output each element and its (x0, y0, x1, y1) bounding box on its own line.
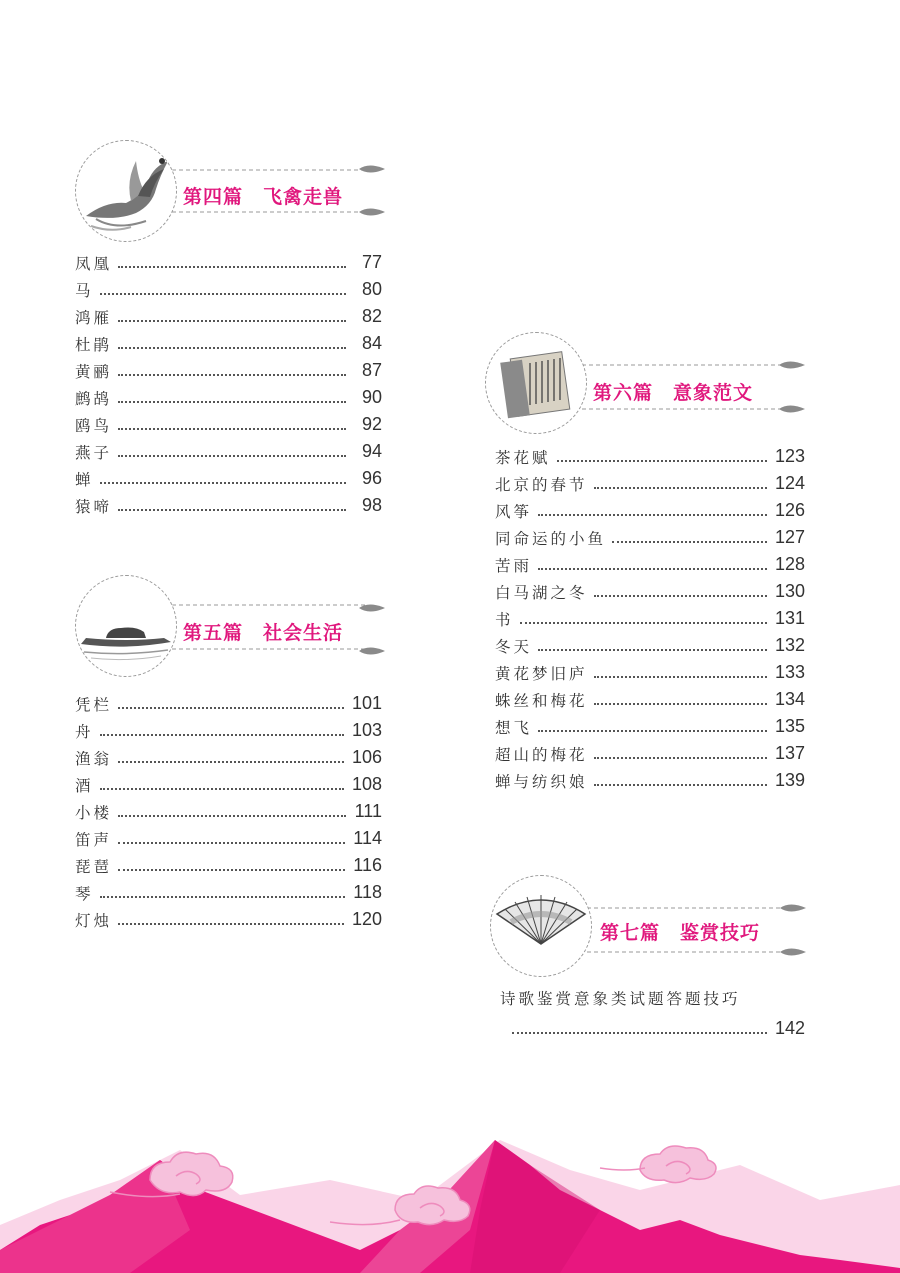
leader-dots (594, 485, 767, 489)
entry-page: 94 (361, 441, 382, 461)
entry-page: 84 (361, 333, 382, 353)
entry-label: 茶花赋 (495, 448, 551, 467)
entry-label: 诗歌鉴赏意象类试题答题技巧 (500, 990, 741, 1008)
entry-page: 132 (774, 635, 805, 655)
entry-label: 冬天 (495, 637, 533, 656)
section-4-header (75, 140, 385, 250)
entry-label: 凭栏 (75, 695, 113, 714)
toc-entry[interactable] (495, 605, 805, 632)
entry-page: 103 (351, 720, 382, 740)
toc-entry[interactable] (495, 470, 805, 497)
entry-label: 杜鹃 (75, 335, 113, 354)
toc-entry[interactable] (495, 767, 805, 794)
leader-dots (100, 480, 346, 484)
leader-dots (118, 264, 346, 268)
entry-page: 133 (774, 662, 805, 682)
entry-leader-row (512, 1015, 805, 1042)
toc-entry[interactable] (495, 659, 805, 686)
entry-page: 124 (774, 473, 805, 493)
toc-entry[interactable] (75, 879, 382, 906)
entry-label: 蝉 (75, 470, 94, 489)
leader-dots (118, 867, 345, 871)
scroll-book-illustration (485, 332, 587, 434)
section-6-header (485, 332, 795, 442)
leader-dots (557, 458, 767, 462)
toc-entry[interactable] (75, 303, 382, 330)
toc-entry[interactable] (498, 985, 805, 1045)
toc-entry[interactable] (75, 357, 382, 384)
toc-entry[interactable] (75, 852, 382, 879)
leader-dots (118, 372, 346, 376)
toc-entry[interactable] (75, 249, 382, 276)
toc-entry[interactable] (75, 384, 382, 411)
entry-page: 77 (361, 252, 382, 272)
toc-entry[interactable] (495, 551, 805, 578)
leader-dots (538, 647, 767, 651)
entry-page: 134 (774, 689, 805, 709)
entry-page: 118 (353, 882, 382, 902)
leader-dots (118, 921, 344, 925)
entry-page: 135 (774, 716, 805, 736)
leader-dots (118, 399, 346, 403)
entry-page: 142 (774, 1018, 805, 1038)
entry-label: 马 (75, 281, 94, 300)
entry-label: 燕子 (75, 443, 113, 462)
leader-dots (100, 894, 346, 898)
section-title: 第四篇 飞禽走兽 (183, 186, 344, 208)
section-title: 第六篇 意象范文 (593, 382, 754, 404)
leader-dots (118, 318, 346, 322)
section-5-header (75, 575, 385, 685)
leader-dots (118, 345, 346, 349)
entry-label: 书 (495, 610, 514, 629)
drop-ornament-icon (779, 358, 805, 372)
drop-ornament-icon (359, 601, 385, 615)
leader-dots (520, 620, 767, 624)
drop-ornament-icon (359, 644, 385, 658)
entry-page: 130 (774, 581, 805, 601)
entry-label: 笛声 (75, 830, 113, 849)
entry-label: 灯烛 (75, 911, 113, 930)
toc-entry[interactable] (75, 744, 382, 771)
toc-entry[interactable] (75, 492, 382, 519)
entry-page: 128 (774, 554, 805, 574)
phoenix-illustration (75, 140, 177, 242)
toc-entry[interactable] (75, 798, 382, 825)
toc-entry[interactable] (75, 438, 382, 465)
drop-ornament-icon (780, 945, 806, 959)
entry-page: 127 (774, 527, 805, 547)
entry-page: 106 (351, 747, 382, 767)
entry-page: 139 (774, 770, 805, 790)
leader-dots (118, 813, 346, 817)
entry-page: 82 (361, 306, 382, 326)
entry-page: 108 (351, 774, 382, 794)
drop-ornament-icon (359, 205, 385, 219)
toc-entry[interactable] (495, 686, 805, 713)
drop-ornament-icon (780, 901, 806, 915)
toc-entry[interactable] (495, 578, 805, 605)
entry-page: 101 (351, 693, 382, 713)
toc-entry[interactable] (75, 771, 382, 798)
toc-entry[interactable] (495, 740, 805, 767)
entry-page: 114 (353, 828, 382, 848)
entry-page: 123 (774, 446, 805, 466)
boat-illustration (75, 575, 177, 677)
leader-dots (100, 291, 346, 295)
section-title: 第五篇 社会生活 (183, 622, 344, 644)
entry-label: 苦雨 (495, 556, 533, 575)
toc-entry[interactable] (495, 497, 805, 524)
leader-dots (512, 1030, 767, 1034)
entry-label: 蝉与纺织娘 (495, 772, 588, 791)
toc-entry[interactable] (75, 276, 382, 303)
toc-entry[interactable] (75, 330, 382, 357)
leader-dots (538, 728, 767, 732)
folding-fan-illustration (490, 875, 592, 977)
toc-entry[interactable] (75, 906, 382, 933)
entry-label: 鸿雁 (75, 308, 113, 327)
leader-dots (594, 701, 767, 705)
pink-mountains-and-clouds (0, 1110, 900, 1273)
entry-label: 琴 (75, 884, 94, 903)
leader-dots (594, 674, 767, 678)
leader-dots (594, 755, 767, 759)
entry-label: 琵琶 (75, 857, 113, 876)
toc-entry[interactable] (75, 465, 382, 492)
entry-label: 黄花梦旧庐 (495, 664, 588, 683)
toc-entry[interactable] (75, 411, 382, 438)
entry-page: 120 (351, 909, 382, 929)
leader-dots (118, 453, 346, 457)
entry-page: 111 (354, 801, 382, 821)
entry-label: 小楼 (75, 803, 113, 822)
entry-label: 渔翁 (75, 749, 113, 768)
entry-page: 90 (361, 387, 382, 407)
leader-dots (118, 759, 344, 763)
entry-label: 北京的春节 (495, 475, 588, 494)
entry-page: 137 (774, 743, 805, 763)
entry-label: 风筝 (495, 502, 533, 521)
leader-dots (100, 732, 344, 736)
entry-page: 131 (774, 608, 805, 628)
toc-entry[interactable] (75, 825, 382, 852)
leader-dots (612, 539, 767, 543)
entry-label: 同命运的小鱼 (495, 529, 607, 548)
entry-label: 舟 (75, 722, 94, 741)
leader-dots (100, 786, 344, 790)
entry-label: 想飞 (495, 718, 533, 737)
leader-dots (118, 705, 344, 709)
entry-page: 116 (353, 855, 382, 875)
toc-entry[interactable] (495, 443, 805, 470)
entry-page: 98 (361, 495, 382, 515)
drop-ornament-icon (359, 162, 385, 176)
entry-label: 超山的梅花 (495, 745, 588, 764)
entry-page: 87 (361, 360, 382, 380)
toc-entry[interactable] (75, 717, 382, 744)
leader-dots (118, 426, 346, 430)
leader-dots (118, 840, 345, 844)
entry-page: 80 (361, 279, 382, 299)
entry-label: 凤凰 (75, 254, 113, 273)
entry-page: 96 (361, 468, 382, 488)
entry-page: 92 (361, 414, 382, 434)
entry-page: 126 (774, 500, 805, 520)
toc-entry[interactable] (495, 524, 805, 551)
leader-dots (594, 782, 767, 786)
section-title: 第七篇 鉴赏技巧 (600, 922, 761, 944)
leader-dots (538, 566, 767, 570)
entry-label: 黄鹂 (75, 362, 113, 381)
leader-dots (118, 507, 346, 511)
entry-label: 蛛丝和梅花 (495, 691, 588, 710)
entry-label: 鸥鸟 (75, 416, 113, 435)
leader-dots (594, 593, 767, 597)
entry-label: 鹧鸪 (75, 389, 113, 408)
toc-entry[interactable] (75, 690, 382, 717)
toc-entry[interactable] (495, 713, 805, 740)
toc-entry[interactable] (495, 632, 805, 659)
section-7-header (490, 875, 800, 985)
leader-dots (538, 512, 767, 516)
entry-label: 酒 (75, 776, 94, 795)
entry-label: 猿啼 (75, 497, 113, 516)
drop-ornament-icon (779, 402, 805, 416)
entry-label: 白马湖之冬 (495, 583, 588, 602)
